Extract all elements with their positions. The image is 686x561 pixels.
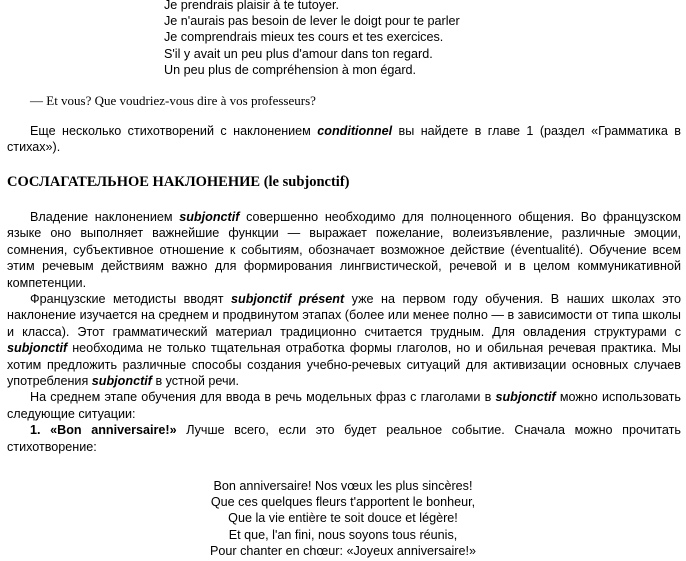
poem-line: Que ces quelques fleurs t'apportent le bonheur,: [210, 495, 476, 510]
text-run: Французские методисты вводят: [30, 292, 232, 307]
paragraph: [7, 422, 681, 455]
paragraph: [7, 389, 681, 422]
paragraph: [7, 209, 681, 291]
grammar-term: conditionnel: [317, 124, 393, 138]
text-run: можно использовать следующие ситуации:: [7, 390, 681, 421]
poem-line: Je prendrais plaisir à te tutoyer.: [164, 0, 340, 12]
grammar-term: subjonctif: [495, 390, 556, 405]
section-heading: СОСЛАГАТЕЛЬНОЕ НАКЛОНЕНИЕ (le subjonctif): [7, 174, 350, 190]
poem-bottom: [176, 478, 510, 559]
main-text: [7, 209, 681, 455]
poem-line: Et que, l'an fini, nous soyons tous réunis,: [228, 527, 458, 542]
text-run: Лучше всего, если это будет реальное событие. Сначала можно прочитать стихотворение:: [7, 423, 681, 454]
poem-line: S'il y avait un peu plus d'amour dans ton regard.: [164, 46, 433, 61]
text-run: Еще несколько стихотворений с наклонением: [30, 124, 318, 138]
grammar-term: subjonctif: [91, 374, 152, 389]
poem-top: [164, 0, 460, 78]
grammar-term: subjonctif: [179, 210, 240, 224]
poem-line: Pour chanter en chœur: «Joyeux anniversaire!»: [209, 543, 476, 558]
text-run: необходима не только тщательная отработка формы глаголов, но и обильная речевая практика. Мы хотим предложить различные способы создания учебно-речевых ситуаций для активизации основных случаев употребления: [7, 341, 681, 389]
text-run: уже на первом году обучения. В наших школах это наклонение изучается на среднем и продвинутом этапах (более или менее полно — в зависимости от типа школы и класса). Этот грамматический материал традиционно считается трудным. Для овладения структурами с: [7, 292, 681, 339]
poem-line: Je n'aurais pas besoin de lever le doigt pour te parler: [164, 14, 460, 29]
text-run: в устной речи.: [151, 374, 240, 389]
poem-line: Bon anniversaire! Nos vœux les plus sincères!: [213, 479, 473, 493]
poem-line: Un peu plus de compréhension à mon égard.: [164, 62, 417, 77]
item-number: 1. «Bon anniversaire!»: [30, 423, 177, 438]
paragraph: [7, 291, 681, 389]
paragraph-conditionnel: [7, 123, 681, 156]
text-run: На среднем этапе обучения для ввода в речь модельных фраз с глаголами в: [30, 390, 496, 405]
poem-line: Je comprendrais mieux tes cours et tes exercices.: [164, 30, 444, 45]
grammar-term: subjonctif présent: [231, 292, 345, 307]
text-run: совершенно необходимо для полноценного общения. Во французском языке оно выполняет важнейшие функции — выражает пожелание, волеизъявление, различные эмоции, сомнения, субъективное отношение к событиям, обозначает возможное действие (éventualité). Обучение всем этим речевым действиям важно для формирования лингвистической, речевой и в целом коммуникативной компетенции.: [7, 210, 681, 290]
text-run: вы найдете в главе 1 (раздел «Грамматика в стихах»).: [7, 124, 681, 155]
poem-line: Que la vie entière te soit douce et légère!: [228, 511, 458, 526]
text-run: Владение наклонением: [30, 210, 180, 224]
grammar-term: subjonctif: [7, 341, 68, 356]
question-line: — Et vous? Que voudriez-vous dire à vos professeurs?: [30, 93, 316, 108]
